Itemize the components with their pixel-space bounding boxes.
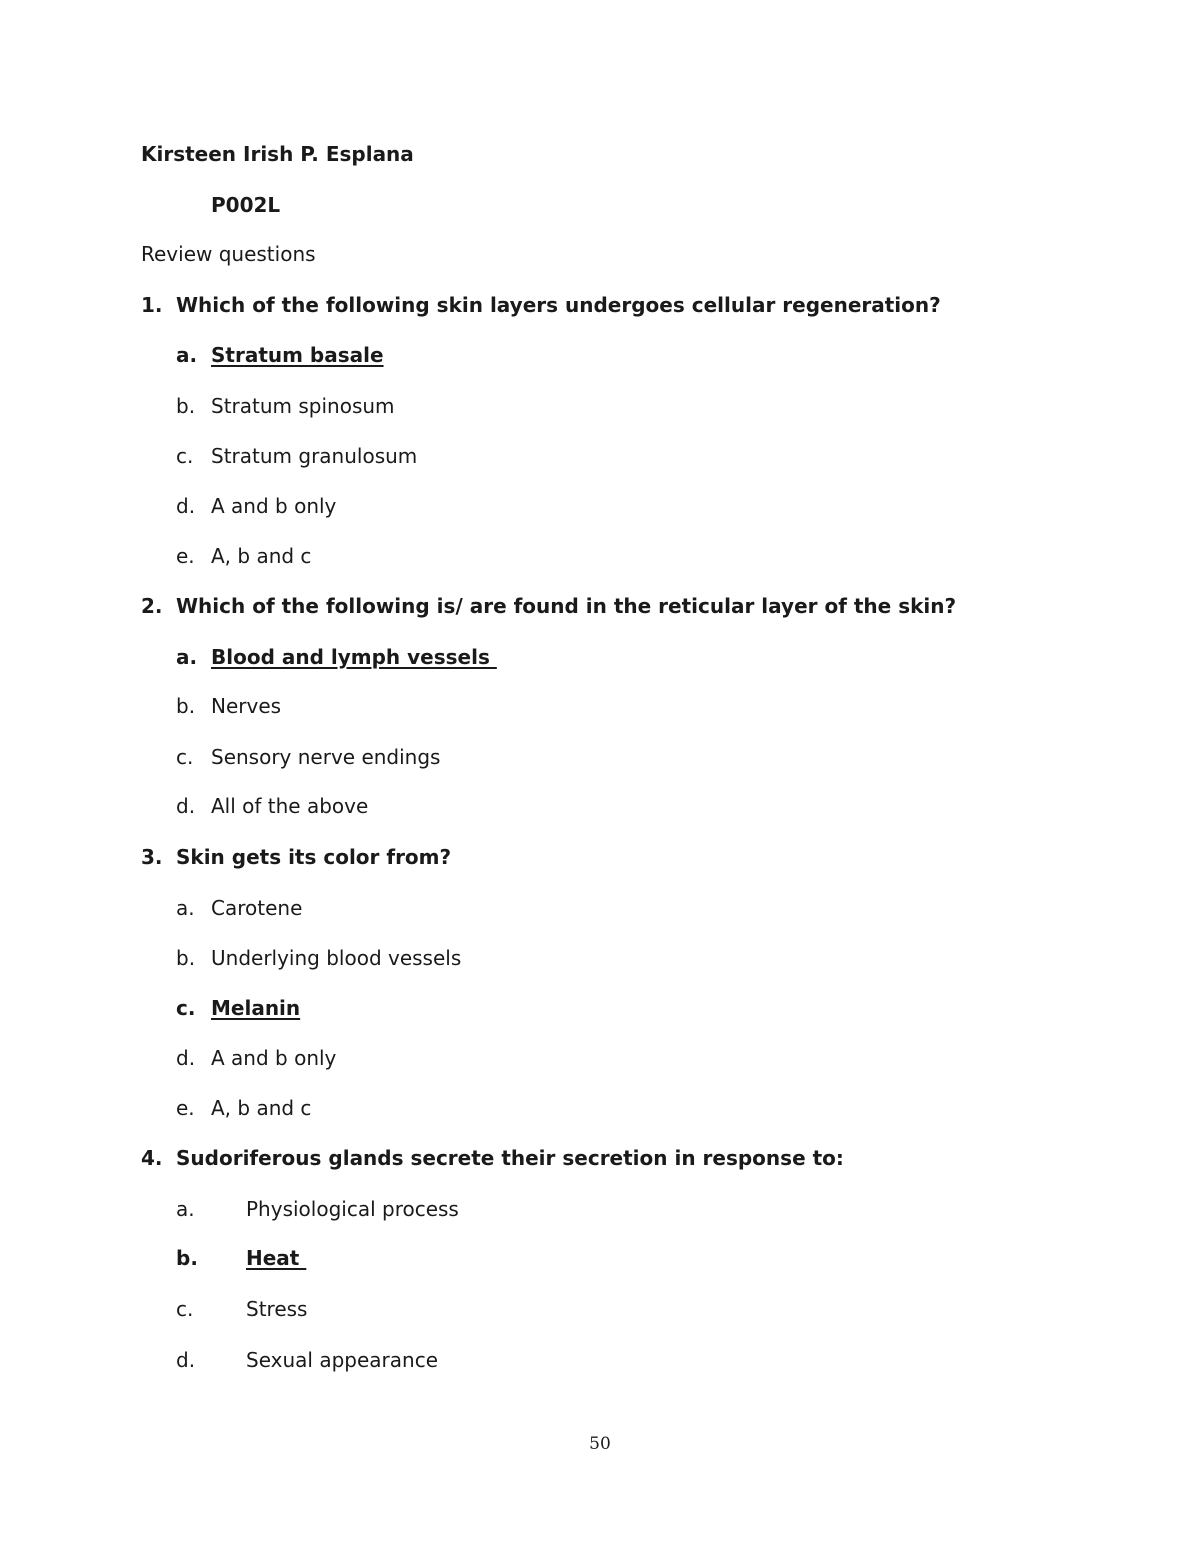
option-text: A, b and c — [211, 544, 312, 568]
option-marker: c. — [176, 1297, 194, 1321]
option-q2-c — [176, 745, 440, 769]
option-q3-a — [176, 896, 302, 920]
option-q4-a — [176, 1197, 459, 1221]
option-text: Stratum granulosum — [211, 444, 418, 468]
option-q1-c — [176, 444, 417, 468]
option-q2-a — [176, 645, 497, 669]
question-4 — [141, 1146, 844, 1170]
option-text: Nerves — [211, 694, 282, 718]
option-marker: b. — [176, 1246, 198, 1270]
question-text: Skin gets its color from? — [176, 845, 452, 869]
option-marker: b. — [176, 946, 196, 970]
option-q3-c — [176, 996, 300, 1020]
question-number: 3. — [141, 845, 163, 869]
option-marker: b. — [176, 694, 196, 718]
option-text: Physiological process — [246, 1197, 459, 1221]
option-text: A and b only — [211, 1046, 337, 1070]
option-q3-b — [176, 946, 461, 970]
option-text-correct: Blood and lymph vessels — [211, 645, 497, 669]
option-q4-c — [176, 1297, 307, 1321]
option-text-correct: Stratum basale — [211, 343, 384, 367]
option-q1-a — [176, 343, 384, 367]
question-2 — [141, 594, 956, 618]
option-marker: c. — [176, 745, 194, 769]
option-marker: a. — [176, 645, 198, 669]
option-marker: d. — [176, 794, 196, 818]
option-q3-d — [176, 1046, 336, 1070]
option-marker: a. — [176, 896, 195, 920]
option-q2-b — [176, 694, 281, 718]
option-marker: b. — [176, 394, 196, 418]
question-1 — [141, 293, 941, 317]
option-text: A, b and c — [211, 1096, 312, 1120]
option-text: A and b only — [211, 494, 337, 518]
option-marker: d. — [176, 1046, 196, 1070]
page-number: 50 — [589, 1434, 611, 1454]
option-q3-e — [176, 1096, 311, 1120]
option-marker: d. — [176, 1348, 196, 1372]
question-number: 1. — [141, 293, 163, 317]
option-marker: a. — [176, 1197, 195, 1221]
question-number: 2. — [141, 594, 163, 618]
option-text: Sensory nerve endings — [211, 745, 441, 769]
option-text-correct: Heat — [246, 1246, 307, 1270]
question-number: 4. — [141, 1146, 163, 1170]
option-marker: c. — [176, 444, 194, 468]
option-q4-b — [176, 1246, 306, 1270]
question-3 — [141, 845, 451, 869]
option-q1-e — [176, 544, 311, 568]
option-marker: e. — [176, 1096, 195, 1120]
option-text-correct: Melanin — [211, 996, 301, 1020]
option-marker: c. — [176, 996, 196, 1020]
option-text: Sexual appearance — [246, 1348, 438, 1372]
option-text: Stress — [246, 1297, 308, 1321]
option-text: Underlying blood vessels — [211, 946, 462, 970]
option-q4-d — [176, 1348, 438, 1372]
author-name: Kirsteen Irish P. Esplana — [141, 142, 414, 166]
option-q1-b — [176, 394, 395, 418]
option-text: Stratum spinosum — [211, 394, 395, 418]
question-text: Which of the following skin layers undergoes cellular regeneration? — [176, 293, 941, 317]
question-text: Sudoriferous glands secrete their secretion in response to: — [176, 1146, 844, 1170]
course-code: P002L — [211, 193, 281, 217]
option-q2-d — [176, 794, 368, 818]
option-q1-d — [176, 494, 336, 518]
question-text: Which of the following is/ are found in the reticular layer of the skin? — [176, 594, 957, 618]
option-text: All of the above — [211, 794, 369, 818]
option-marker: d. — [176, 494, 196, 518]
section-title: Review questions — [141, 242, 316, 266]
option-text: Carotene — [211, 896, 303, 920]
option-marker: a. — [176, 343, 198, 367]
option-marker: e. — [176, 544, 195, 568]
